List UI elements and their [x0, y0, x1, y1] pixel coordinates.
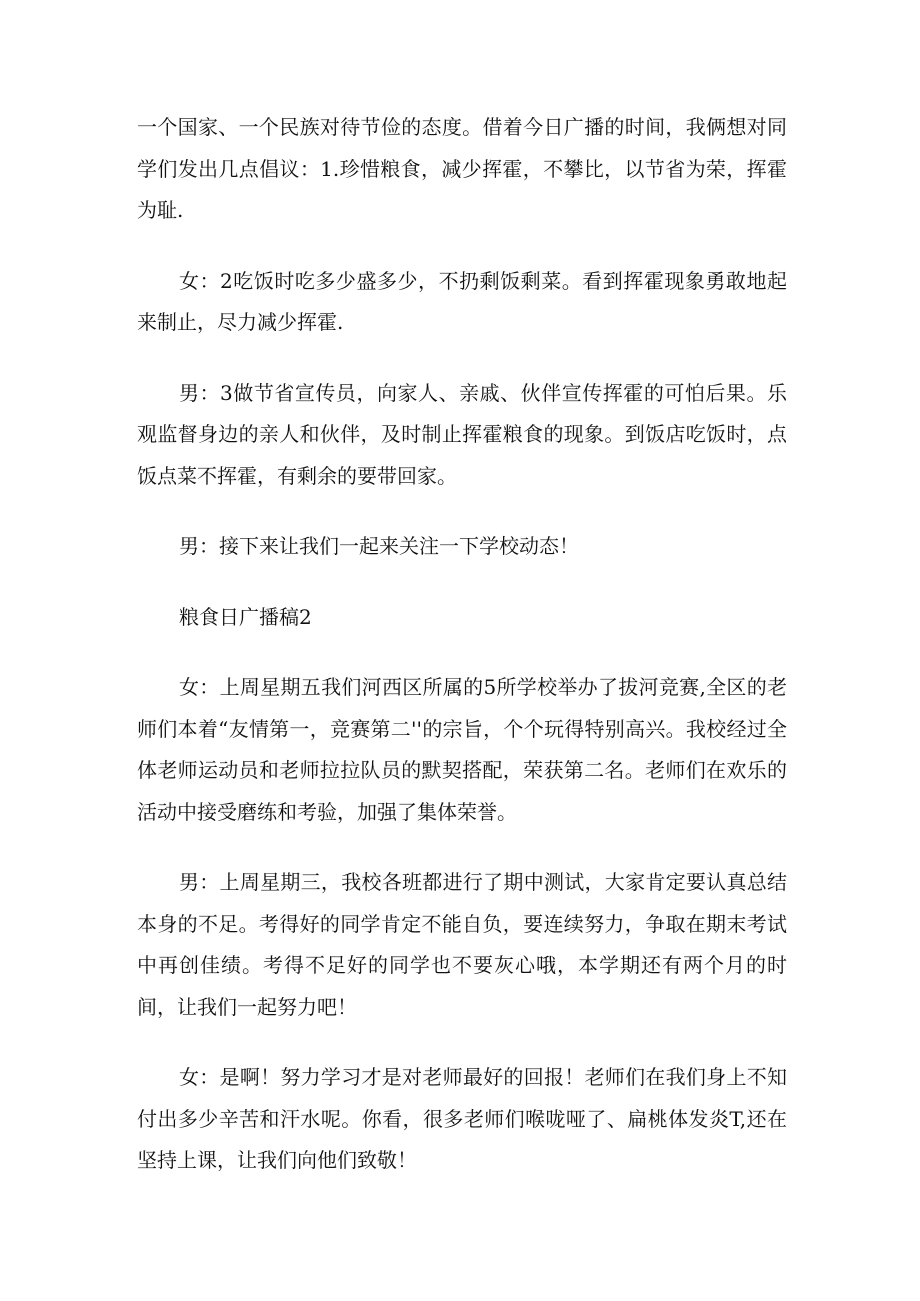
- paragraph-7: 男：上周星期三，我校各班都进行了期中测试，大家肯定要认真总结本身的不足。考得好的同学肯定不能自负，要连续努力，争取在期末考试中再创佳绩。考得不足好的同学也不要灰心哦，本学期还有两个月的时间，让我们一起努力吧！: [137, 870, 787, 1019]
- paragraph-1: 一个国家、一个民族对待节俭的态度。借着今日广播的时间，我俩想对同学们发出几点倡议：1.珍惜粮食，减少挥霍，不攀比，以节省为荣，挥霍为耻.: [137, 115, 787, 222]
- paragraph-6: 女：上周星期五我们河西区所属的5所学校举办了拔河竞赛,全区的老师们本着“友情第一，竞赛第二''的宗旨，个个玩得特别高兴。我校经过全体老师运动员和老师拉拉队员的默契搭配，荣获第二名。老师们在欢乐的活动中接受磨练和考验，加强了集体荣誉。: [137, 675, 787, 824]
- section-heading: 粮食日广播稿2: [179, 604, 312, 629]
- document-body: [137, 107, 787, 1211]
- paragraph-3: 男：3做节省宣传员，向家人、亲戚、伙伴宣传挥霍的可怕后果。乐观监督身边的亲人和伙伴，及时制止挥霍粮食的现象。到饭店吃饭时，点饭点菜不挥霍，有剩余的要带回家。: [137, 380, 787, 488]
- paragraph-2: 女：2吃饭时吃多少盛多少，不扔剩饭剩菜。看到挥霍现象勇敢地起来制止，尽力减少挥霍.: [137, 268, 787, 334]
- paragraph-8: 女：是啊！努力学习才是对老师最好的回报！老师们在我们身上不知付出多少辛苦和汗水呢。你看，很多老师们喉咙哑了、扁桃体发炎T,还在坚持上课，让我们向他们致敬！: [137, 1065, 787, 1172]
- paragraph-4: 男：接下来让我们一起来关注一下学校动态！: [179, 534, 579, 558]
